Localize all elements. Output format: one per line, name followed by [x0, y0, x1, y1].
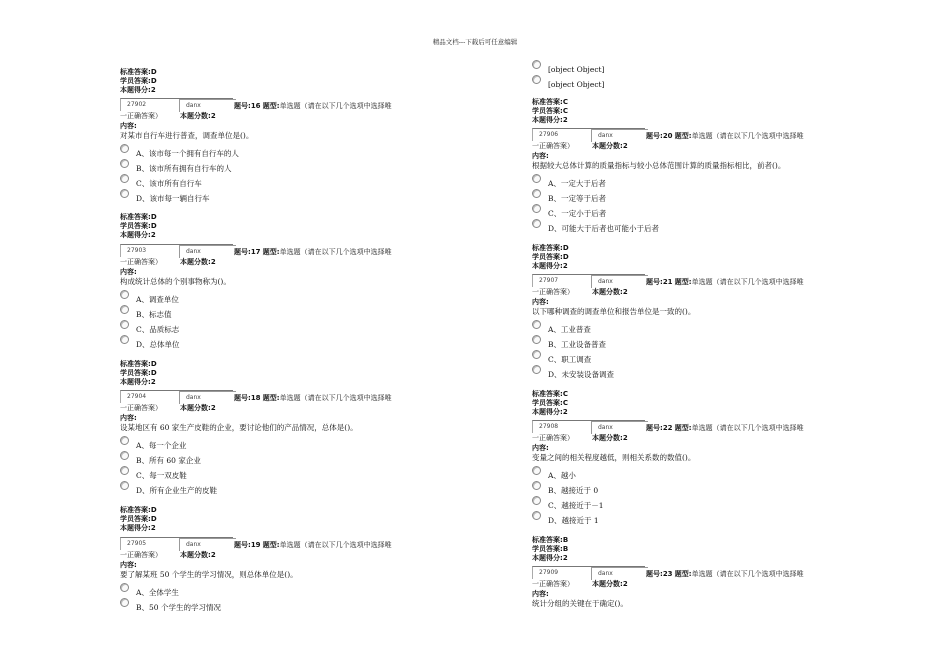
student-answer-value: D — [562, 253, 569, 261]
question-type-code: danx — [598, 570, 613, 577]
question-meta-box — [532, 128, 645, 141]
question-score-value: 2 — [562, 262, 568, 270]
points-value: 2 — [210, 258, 216, 266]
points-label: 本题分数: — [592, 288, 623, 296]
radio-button[interactable] — [532, 75, 541, 84]
option-text: A、全体学生 — [136, 588, 179, 597]
radio-button[interactable] — [532, 189, 541, 198]
question-type-code: danx — [598, 132, 613, 139]
question-score-value: 2 — [150, 231, 156, 239]
content-label: 内容: — [120, 122, 137, 130]
option-text: A、该市每一个拥有自行车的人 — [136, 149, 239, 158]
option-text: C、越接近于－1 — [548, 501, 604, 510]
content-label: 内容: — [120, 268, 137, 276]
standard-answer-value: D — [150, 68, 157, 76]
question-score-value: 2 — [562, 116, 568, 124]
question-meta-box — [120, 390, 233, 403]
question-stem: 要了解某班 50 个学生的学习情况，则总体单位是()。 — [120, 570, 298, 579]
question-type-continuation-text: 一正确答案） — [120, 112, 162, 120]
question-type-code-field — [179, 391, 236, 404]
question-score — [532, 116, 568, 125]
option-text: B、一定等于后者 — [548, 194, 607, 203]
points-label: 本题分数: — [592, 434, 623, 442]
student-answer-value: C — [562, 399, 568, 407]
option-text: D、总体单位 — [136, 340, 180, 349]
option-text: B、标志值 — [136, 310, 172, 319]
student-answer — [532, 399, 568, 408]
radio-button[interactable] — [532, 174, 541, 183]
question-score — [120, 524, 156, 533]
option-text: C、该市所有自行车 — [136, 179, 202, 188]
option-text: A、调查单位 — [136, 295, 179, 304]
question-score-label: 本题得分: — [120, 86, 151, 94]
radio-button[interactable] — [120, 320, 129, 329]
question-type-label: 题型: — [262, 248, 280, 256]
option-text: [object Object] — [548, 65, 605, 74]
question-id: 27907 — [539, 277, 559, 284]
points-label: 本题分数: — [592, 580, 623, 588]
question-title — [234, 393, 392, 403]
radio-button[interactable] — [532, 481, 541, 490]
radio-button[interactable] — [120, 174, 129, 183]
option-text: B、工业设备普查 — [548, 340, 607, 349]
radio-button[interactable] — [120, 159, 129, 168]
question-type-value: 单选题（请在以下几个选项中选择唯 — [691, 132, 804, 140]
student-answer-label: 学员答案: — [120, 515, 151, 523]
points-label: 本题分数: — [180, 551, 211, 559]
student-answer-value: D — [150, 77, 157, 85]
standard-answer-label: 标准答案: — [532, 244, 563, 252]
question-title — [234, 540, 392, 550]
question-type-label: 题型: — [674, 278, 692, 286]
points-label: 本题分数: — [180, 258, 211, 266]
question-stem: 以下哪种调查的调查单位和报告单位是一致的()。 — [532, 307, 696, 316]
radio-button[interactable] — [120, 598, 129, 607]
question-type-continuation — [120, 258, 216, 267]
points-label: 本题分数: — [592, 142, 623, 150]
question-id: 27906 — [539, 131, 559, 138]
question-stem: 变量之间的相关程度越低，则相关系数的数值()。 — [532, 453, 696, 462]
student-answer-value: B — [562, 545, 569, 553]
radio-button[interactable] — [120, 466, 129, 475]
option-text: C、品质标志 — [136, 325, 180, 334]
radio-button[interactable] — [120, 305, 129, 314]
option-text: A、工业普查 — [548, 325, 591, 334]
standard-answer — [532, 244, 569, 253]
radio-button[interactable] — [532, 496, 541, 505]
question-type-code: danx — [186, 541, 201, 548]
points-value: 2 — [210, 551, 216, 559]
question-number: 19 — [250, 541, 261, 549]
option-text: B、所有 60 家企业 — [136, 456, 201, 465]
question-score-value: 2 — [150, 86, 156, 94]
standard-answer — [120, 213, 157, 222]
points-value: 2 — [622, 142, 628, 150]
question-type-continuation — [532, 580, 628, 589]
question-score-label: 本题得分: — [532, 408, 563, 416]
radio-button[interactable] — [532, 350, 541, 359]
question-type-continuation-text: 一正确答案） — [532, 580, 574, 588]
question-type-value: 单选题（请在以下几个选项中选择唯 — [691, 278, 804, 286]
radio-button[interactable] — [532, 219, 541, 228]
question-number-label: 题号: — [234, 394, 251, 402]
question-score-value: 2 — [562, 554, 568, 562]
student-answer-label: 学员答案: — [532, 107, 563, 115]
question-type-continuation — [120, 551, 216, 560]
standard-answer — [532, 536, 568, 545]
option-text: D、可能大于后者也可能小于后者 — [548, 224, 660, 233]
standard-answer-value: C — [562, 390, 568, 398]
radio-button[interactable] — [120, 481, 129, 490]
question-score-value: 2 — [562, 408, 568, 416]
question-title — [646, 131, 804, 141]
radio-button[interactable] — [120, 290, 129, 299]
question-type-value: 单选题（请在以下几个选项中选择唯 — [279, 541, 392, 549]
question-meta-box — [120, 98, 233, 111]
question-type-label: 题型: — [262, 102, 280, 110]
question-type-value: 单选题（请在以下几个选项中选择唯 — [279, 102, 392, 110]
standard-answer-label: 标准答案: — [532, 98, 563, 106]
question-stem: 统计分组的关键在于确定()。 — [532, 599, 628, 608]
question-type-value: 单选题（请在以下几个选项中选择唯 — [279, 248, 392, 256]
student-answer-value: D — [150, 369, 157, 377]
standard-answer-label: 标准答案: — [532, 390, 563, 398]
question-title — [234, 101, 392, 111]
student-answer — [532, 107, 568, 116]
radio-button[interactable] — [120, 189, 129, 198]
standard-answer-label: 标准答案: — [120, 68, 151, 76]
student-answer-label: 学员答案: — [532, 545, 563, 553]
standard-answer-label: 标准答案: — [120, 213, 151, 221]
radio-button[interactable] — [120, 451, 129, 460]
content-label: 内容: — [120, 561, 137, 569]
question-type-continuation-text: 一正确答案） — [532, 288, 574, 296]
question-title — [234, 247, 392, 257]
question-id: 27905 — [127, 540, 147, 547]
content-label: 内容: — [532, 152, 549, 160]
question-type-continuation — [532, 434, 628, 443]
content-label: 内容: — [532, 444, 549, 452]
option-text: D、未安装设备调查 — [548, 370, 615, 379]
question-type-value: 单选题（请在以下几个选项中选择唯 — [691, 570, 804, 578]
standard-answer — [532, 98, 568, 107]
points-value: 2 — [210, 112, 216, 120]
question-number: 16 — [250, 102, 261, 110]
question-type-code-field — [179, 538, 236, 551]
option-text: D、所有企业生产的皮鞋 — [136, 486, 218, 495]
question-number: 23 — [662, 570, 673, 578]
student-answer-label: 学员答案: — [532, 253, 563, 261]
question-score — [120, 378, 156, 387]
question-title — [646, 569, 804, 579]
option-text: D、该市每一辆自行车 — [136, 194, 210, 203]
student-answer-value: C — [562, 107, 568, 115]
radio-button[interactable] — [532, 320, 541, 329]
option-text: C、职工调查 — [548, 355, 592, 364]
standard-answer-label: 标准答案: — [120, 360, 151, 368]
points-value: 2 — [210, 404, 216, 412]
question-meta-box — [532, 420, 645, 433]
question-score — [532, 554, 568, 563]
question-score-label: 本题得分: — [120, 231, 151, 239]
student-answer — [120, 369, 157, 378]
radio-button[interactable] — [532, 335, 541, 344]
student-answer — [120, 222, 157, 231]
content-label: 内容: — [532, 590, 549, 598]
option-text: B、越接近于 0 — [548, 486, 599, 495]
question-type-code-field — [179, 99, 236, 112]
question-type-continuation-text: 一正确答案） — [532, 142, 574, 150]
student-answer-label: 学员答案: — [532, 399, 563, 407]
question-type-code: danx — [598, 424, 613, 431]
question-type-continuation-text: 一正确答案） — [120, 404, 162, 412]
question-type-continuation — [532, 142, 628, 151]
question-score-label: 本题得分: — [532, 554, 563, 562]
points-label: 本题分数: — [180, 112, 211, 120]
question-type-label: 题型: — [262, 394, 280, 402]
standard-answer-value: D — [150, 213, 157, 221]
radio-button[interactable] — [120, 436, 129, 445]
question-score-label: 本题得分: — [120, 524, 151, 532]
question-meta-box — [532, 566, 645, 579]
standard-answer — [120, 68, 157, 77]
question-type-code: danx — [186, 248, 201, 255]
question-title — [646, 423, 804, 433]
standard-answer — [532, 390, 568, 399]
standard-answer — [120, 506, 157, 515]
student-answer-value: D — [150, 515, 157, 523]
question-score — [532, 408, 568, 417]
student-answer — [532, 545, 568, 554]
radio-button[interactable] — [532, 466, 541, 475]
option-text: C、一定小于后者 — [548, 209, 607, 218]
standard-answer-label: 标准答案: — [532, 536, 563, 544]
question-number-label: 题号: — [646, 570, 663, 578]
option-text: A、每一个企业 — [136, 441, 187, 450]
question-type-value: 单选题（请在以下几个选项中选择唯 — [279, 394, 392, 402]
question-stem: 根据较大总体计算的质量指标与较小总体范围计算的质量指标相比，前者()。 — [532, 161, 786, 170]
points-value: 2 — [622, 288, 628, 296]
option-text: A、一定大于后者 — [548, 179, 606, 188]
question-type-code: danx — [186, 102, 201, 109]
points-label: 本题分数: — [180, 404, 211, 412]
option-text: [object Object] — [548, 80, 605, 89]
question-type-code-field — [591, 421, 648, 434]
radio-button[interactable] — [120, 583, 129, 592]
option-text: A、越小 — [548, 471, 576, 480]
option-text: B、50 个学生的学习情况 — [136, 603, 221, 612]
question-type-continuation-text: 一正确答案） — [120, 551, 162, 559]
question-score-label: 本题得分: — [532, 262, 563, 270]
question-type-continuation-text: 一正确答案） — [532, 434, 574, 442]
question-type-continuation — [120, 112, 216, 121]
question-type-label: 题型: — [674, 570, 692, 578]
question-number-label: 题号: — [646, 424, 663, 432]
radio-button[interactable] — [120, 144, 129, 153]
points-value: 2 — [622, 434, 628, 442]
option-text: B、该市所有拥有自行车的人 — [136, 164, 232, 173]
radio-button[interactable] — [532, 204, 541, 213]
radio-button[interactable] — [532, 365, 541, 374]
radio-button[interactable] — [120, 335, 129, 344]
question-type-label: 题型: — [674, 132, 692, 140]
question-score — [120, 231, 156, 240]
student-answer-label: 学员答案: — [120, 369, 151, 377]
question-meta-box — [532, 274, 645, 287]
question-score-value: 2 — [150, 378, 156, 386]
question-score-value: 2 — [150, 524, 156, 532]
question-meta-box — [120, 537, 233, 550]
question-type-continuation — [120, 404, 216, 413]
option-text: C、每一双皮鞋 — [136, 471, 187, 480]
content-label: 内容: — [120, 414, 137, 422]
question-score — [532, 262, 568, 271]
question-number: 17 — [250, 248, 261, 256]
question-type-code-field — [591, 129, 648, 142]
student-answer-label: 学员答案: — [120, 77, 151, 85]
question-number-label: 题号: — [234, 248, 251, 256]
question-number: 20 — [662, 132, 673, 140]
question-type-value: 单选题（请在以下几个选项中选择唯 — [691, 424, 804, 432]
question-type-code-field — [179, 245, 236, 258]
radio-button[interactable] — [532, 511, 541, 520]
question-id: 27903 — [127, 247, 147, 254]
question-type-continuation-text: 一正确答案） — [120, 258, 162, 266]
question-type-label: 题型: — [674, 424, 692, 432]
student-answer — [120, 77, 157, 86]
question-number-label: 题号: — [234, 541, 251, 549]
question-number-label: 题号: — [646, 132, 663, 140]
question-type-label: 题型: — [262, 541, 280, 549]
standard-answer-value: C — [562, 98, 568, 106]
content-label: 内容: — [532, 298, 549, 306]
question-score-label: 本题得分: — [532, 116, 563, 124]
question-number-label: 题号: — [646, 278, 663, 286]
question-type-code: danx — [186, 394, 201, 401]
student-answer-label: 学员答案: — [120, 222, 151, 230]
standard-answer-value: D — [562, 244, 569, 252]
question-type-code-field — [591, 567, 648, 580]
question-type-code-field — [591, 275, 648, 288]
question-type-continuation — [532, 288, 628, 297]
standard-answer-value: D — [150, 506, 157, 514]
question-id: 27908 — [539, 423, 559, 430]
question-number: 21 — [662, 278, 673, 286]
question-stem: 构成统计总体的个别事物称为()。 — [120, 277, 231, 286]
question-number: 18 — [250, 394, 261, 402]
standard-answer-value: B — [562, 536, 569, 544]
question-id: 27904 — [127, 393, 147, 400]
standard-answer-label: 标准答案: — [120, 506, 151, 514]
page-header-note: 精品文档---下载后可任意编辑 — [432, 38, 518, 46]
standard-answer-value: D — [150, 360, 157, 368]
question-stem: 对某市自行车进行普查，调查单位是()。 — [120, 131, 254, 140]
question-id: 27902 — [127, 101, 147, 108]
question-score — [120, 86, 156, 95]
question-type-code: danx — [598, 278, 613, 285]
student-answer-value: D — [150, 222, 157, 230]
question-id: 27909 — [539, 569, 559, 576]
question-meta-box — [120, 244, 233, 257]
radio-button[interactable] — [532, 60, 541, 69]
question-score-label: 本题得分: — [120, 378, 151, 386]
question-number: 22 — [662, 424, 673, 432]
student-answer — [532, 253, 569, 262]
question-stem: 设某地区有 60 家生产皮鞋的企业，要讨论他们的产品情况，总体是()。 — [120, 423, 358, 432]
question-number-label: 题号: — [234, 102, 251, 110]
standard-answer — [120, 360, 157, 369]
option-text: D、越接近于 1 — [548, 516, 599, 525]
student-answer — [120, 515, 157, 524]
question-title — [646, 277, 804, 287]
points-value: 2 — [622, 580, 628, 588]
